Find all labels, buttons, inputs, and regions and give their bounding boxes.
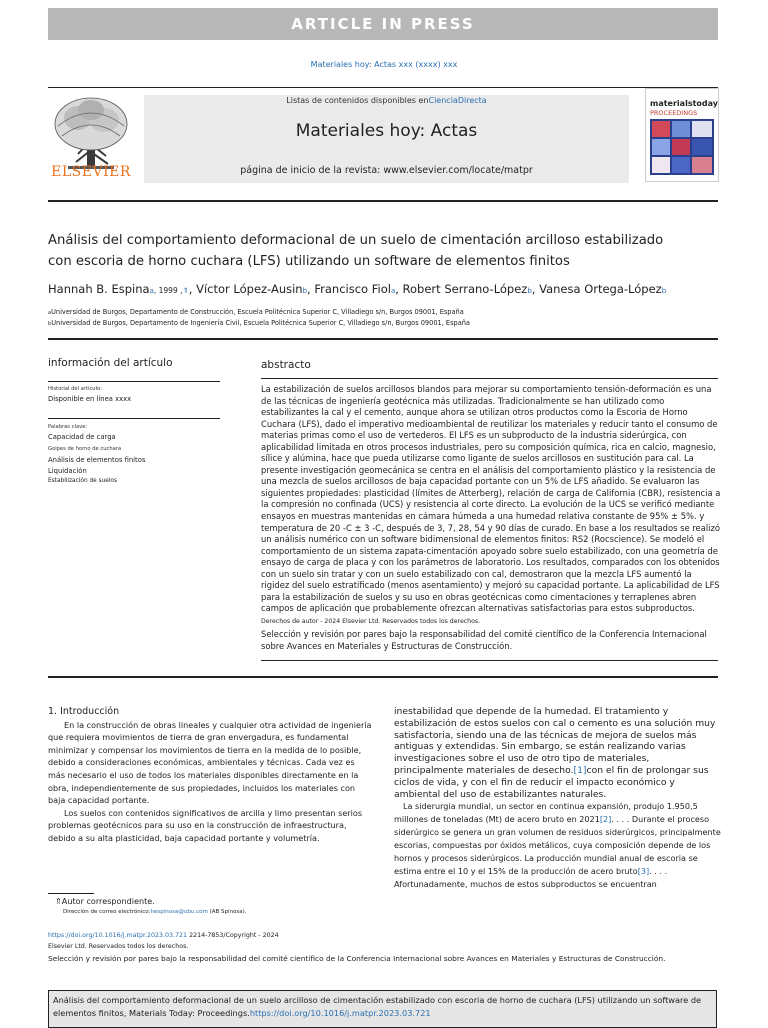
intro-paragraph-3 [394, 706, 721, 800]
citation-doi-link[interactable]: https://doi.org/10.1016/j.matpr.2023.03.721 [249, 1007, 431, 1018]
intro-paragraph-4 [394, 800, 721, 890]
email-note [63, 909, 247, 915]
abstract-body [261, 384, 721, 653]
affiliation-b [48, 319, 728, 327]
introduction-heading: 1. Introducción [48, 706, 120, 717]
journal-homepage[interactable]: página de inicio de la revista: www.elsevier.com/locate/matpr [240, 165, 533, 176]
body-left-column [48, 706, 374, 845]
author-name[interactable]: Víctor López-Ausin [196, 282, 303, 296]
author-name[interactable]: Vanesa Ortega-López [539, 282, 662, 296]
header-bottom-rule [48, 200, 718, 202]
keyword-item[interactable]: Estabilización de suelos [48, 478, 118, 484]
rights-line: Elsevier Ltd. Reservados todos los derechos. [48, 943, 189, 950]
footnote-rule [48, 893, 94, 894]
history-label: Historial del artículo: [48, 386, 102, 392]
keyword-item[interactable]: Análisis de elementos finitos [48, 456, 146, 464]
author-extra: , 1999 , [153, 286, 183, 295]
doi-link[interactable]: https://doi.org/10.1016/j.matpr.2023.03.721 [48, 932, 188, 939]
author-list: Hannah B. Espinaa, 1999 ,⇑, Víctor López-Ausinb, Francisco Fiola, Robert Serrano-Lópezb, Vanesa Ortega-Lópezb [48, 282, 667, 296]
body-right-column [394, 706, 721, 891]
author-affil-mark[interactable]: b [302, 287, 308, 295]
article-title-line-1: Análisis del comportamiento deformacional de un suelo de cimentación arcilloso estabilizado [48, 233, 664, 248]
affiliation-mark: a [48, 310, 52, 316]
citation-box [48, 990, 717, 1028]
author-affil-mark[interactable]: b [661, 287, 667, 295]
journal-citation-line[interactable]: Materiales hoy: Actas xxx (xxxx) xxx [310, 60, 458, 69]
email-label: Dirección de correo electrónico: [63, 909, 151, 915]
elsevier-logo [48, 92, 134, 182]
intro-paragraph-2: Los suelos con contenidos significativos de arcilla y limo presentan serios problemas geotécnicos para su uso en la construcción de infraestructura, debido a su alta plasticidad, baja capacidad portante y volumetría. [48, 807, 363, 843]
abstract-text: La estabilización de suelos arcillosos blandos para mejorar su comportamiento tensión-deformación es una de las técnicas de ingeniería geotécnica más utilizadas. Tradicionalmente se han utilizado como estabilizantes la cal y el cemento, aunque ahora se utilizan otros productos como la Escoria de Horno Cuchara (LFS), dado el imperativo medioambiental de reutilizar los materiales y reducir tanto el consumo de materias primas como el uso de vertederos. El LFS es un subproducto de la industria siderúrgica, con aplicabilidad limitada en otros procesos industriales, pero su composición química, rica en calcio, magnesio, sílice y alúmina, hace que pueda utilizarse como ligante de suelos arcillosos en sustitución para cal. La presente investigación geomecánica se centra en el análisis del comportamiento plástico y la resistencia de una mezcla de suelos arcillosos de baja capacidad portante con un 5% de LFS añadido. Se evaluaron las siguientes propiedades: plasticidad (límites de Atterberg), relación de carga de California (CBR), resistencia a la compresión no confinada (UCS) y resistencia al corte directo. La evolución de la UCS se verificó mediante ensayos en muestras mantenidas en cámara húmeda a una humedad relativa constante de 95% ± 5%. y temperatura de 20 -C ± 3 -C, después de 3, 7, 28, 54 y 90 días de curado. En base a los resultados se realizó un análisis numérico con un software bidimensional de elementos finitos: RS2 (Rocscience). Se modeló el comportamiento de un sistema zapata-cimentación apoyado sobre suelo estabilizado, con una geometría de ensayo de carga de placa y con los parámetros de laboratorio. Los resultados, comparados con los obtenidos con un suelo sin tratar y con un suelo estabilizado con cal, demostraron que la mezcla LFS aumentó la rigidez del suelo estratificado (menos asentamiento) y mejoró su capacidad portante. La aplicabilidad de LFS para la estabilización de suelos y su uso en obras geotécnicas como cimentaciones y terraplenes abren campos de aplicación que probablemente ofrezcan alternativas satisfactorias para estos subproductos. [261, 384, 721, 614]
article-title [48, 230, 688, 272]
citation-text: Análisis del comportamiento deformacional de un suelo arcilloso de cimentación estabilizado con escoria de horno de cuchara (LFS) utilizando un software de elementos finitos, Materials Today: Proceedings. [53, 995, 702, 1018]
sciencedirect-link[interactable]: CienciaDirecta [428, 96, 487, 105]
author-name[interactable]: Robert Serrano-López [402, 282, 528, 296]
abstract-bottom-rule [261, 660, 718, 661]
issn-copyright: 2214-7853/Copyright - 2024 [189, 932, 279, 939]
article-title-line-2: con escoria de horno cuchara (LFS) utilizando un software de elementos finitos [48, 254, 570, 269]
keyword-item[interactable]: Capacidad de carga [48, 433, 116, 441]
affiliation-mark: b [48, 321, 52, 327]
elsevier-wordmark: ELSEVIER [51, 164, 131, 180]
keywords-label: Palabras clave: [48, 424, 88, 430]
paragraph-text: La siderurgia mundial, un sector en continua expansión, produjo 1.950,5 millones de toneladas (Mt) de acero bruto en 2021 [394, 801, 698, 825]
doi-line [48, 932, 279, 939]
corresponding-author-icon[interactable]: ⇑ [182, 286, 189, 295]
affiliation-text: Universidad de Burgos, Departamento de Construcción, Escuela Politécnica Superior C, Villadiego s/n, Burgos 09001, España [51, 308, 464, 316]
cover-image-icon [650, 119, 714, 175]
email-link[interactable]: hespinosa@ubu.com [150, 909, 208, 915]
article-info-rule [48, 381, 220, 382]
reference-link[interactable]: [3] [637, 865, 650, 876]
author-affil-mark[interactable]: a [149, 287, 154, 295]
affiliation-text: Universidad de Burgos, Departamento de Ingeniería Civil, Escuela Politécnica Superior C, Villadiego s/n, Burgos 09001, España [51, 319, 470, 327]
paragraph-text: . . . . Afortunadamente, muchos de estos subproductos se encuentran [394, 865, 668, 889]
peer-review-line: Selección y revisión por pares bajo la responsabilidad del comité científico de la Conferencia Internacional sobre Avances en Materiales y Estructuras de Construcción. [48, 954, 666, 963]
author-name[interactable]: Hannah B. Espina [48, 282, 150, 296]
contents-list-label: Listas de contenidos disponibles en [286, 96, 429, 105]
reference-link[interactable]: [1] [573, 764, 587, 776]
article-info-heading: información del artículo [48, 357, 173, 369]
email-suffix: (AB Spinosa). [209, 909, 247, 915]
article-in-press-banner: ARTICLE IN PRESS [48, 8, 718, 40]
journal-name: Materiales hoy: Actas [295, 121, 478, 141]
keywords-rule [48, 418, 220, 419]
author-affil-mark[interactable]: a [390, 287, 396, 295]
abstract-copyright: Derechos de autor - 2024 Elsevier Ltd. Reservados todos los derechos. [261, 617, 481, 625]
header-top-rule [48, 87, 718, 88]
paragraph-text: con el fin de prolongar sus ciclos de vida, y con el fin de reducir el impacto económico y ambiental del uso de estabilizantes naturales. [394, 764, 709, 800]
journal-cover-thumbnail[interactable] [645, 88, 719, 182]
info-top-rule [48, 338, 718, 340]
author-affil-mark[interactable]: b [527, 287, 532, 295]
keyword-item[interactable]: Liquidación [48, 467, 87, 475]
contents-list-line [144, 96, 629, 105]
intro-paragraph-1: En la construcción de obras lineales y cualquier otra actividad de ingeniería que requiera movimientos de tierra de gran envergadura, es fundamental minimizar y compensar los movimientos de tierra en la medida de lo posible, debido a consideraciones económicas, ambientales y técnicas. Cada vez es más necesario el uso de todos los materiales disponibles directamente en la obra, independientemente de sus propiedades, incluidos los materiales con baja capacidad portante. [48, 719, 372, 806]
body-top-rule [48, 676, 718, 678]
paragraph-text: inestabilidad que depende de la humedad. El tratamiento y estabilización de estos suelos con cal o cemento es una solución muy satisfactoria, siendo una de las técnicas de mejora de suelos más antiguas y extendidas. Sin embargo, se están realizando varias investigaciones sobre el uso de otro tipo de materiales, principalmente materiales de desecho. [394, 706, 716, 776]
abstract-selection-note: Selección y revisión por pares bajo la responsabilidad del comité científico de la Conferencia Internacional sobre Avances en Materiales y Estructuras de Construcción. [261, 629, 707, 652]
affiliation-a [48, 308, 728, 316]
history-value: Disponible en línea xxxx [48, 395, 132, 403]
cover-title-2: PROCEEDINGS [650, 109, 698, 117]
paragraph-text: . . . . Durante el proceso siderúrgico se genera un gran volumen de residuos siderúrgicos, principalmente escorias, compuestas por óxidos metálicos, cuya composición depende de los hornos y procesos siderúrgicos. La producción mundial anual de escoria se estima entre el 10 y el 15% de la producción de acero bruto [394, 814, 721, 876]
corresponding-author-note: ⇑Autor correspondiente. [55, 896, 155, 906]
keyword-item[interactable]: Golpes de horno de cuchara [48, 446, 122, 452]
author-name[interactable]: Francisco Fiol [314, 282, 391, 296]
abstract-rule [261, 378, 718, 379]
cover-title-1: materialstoday [650, 99, 718, 108]
reference-link[interactable]: [2] [599, 814, 612, 825]
abstract-heading: abstracto [261, 359, 311, 371]
